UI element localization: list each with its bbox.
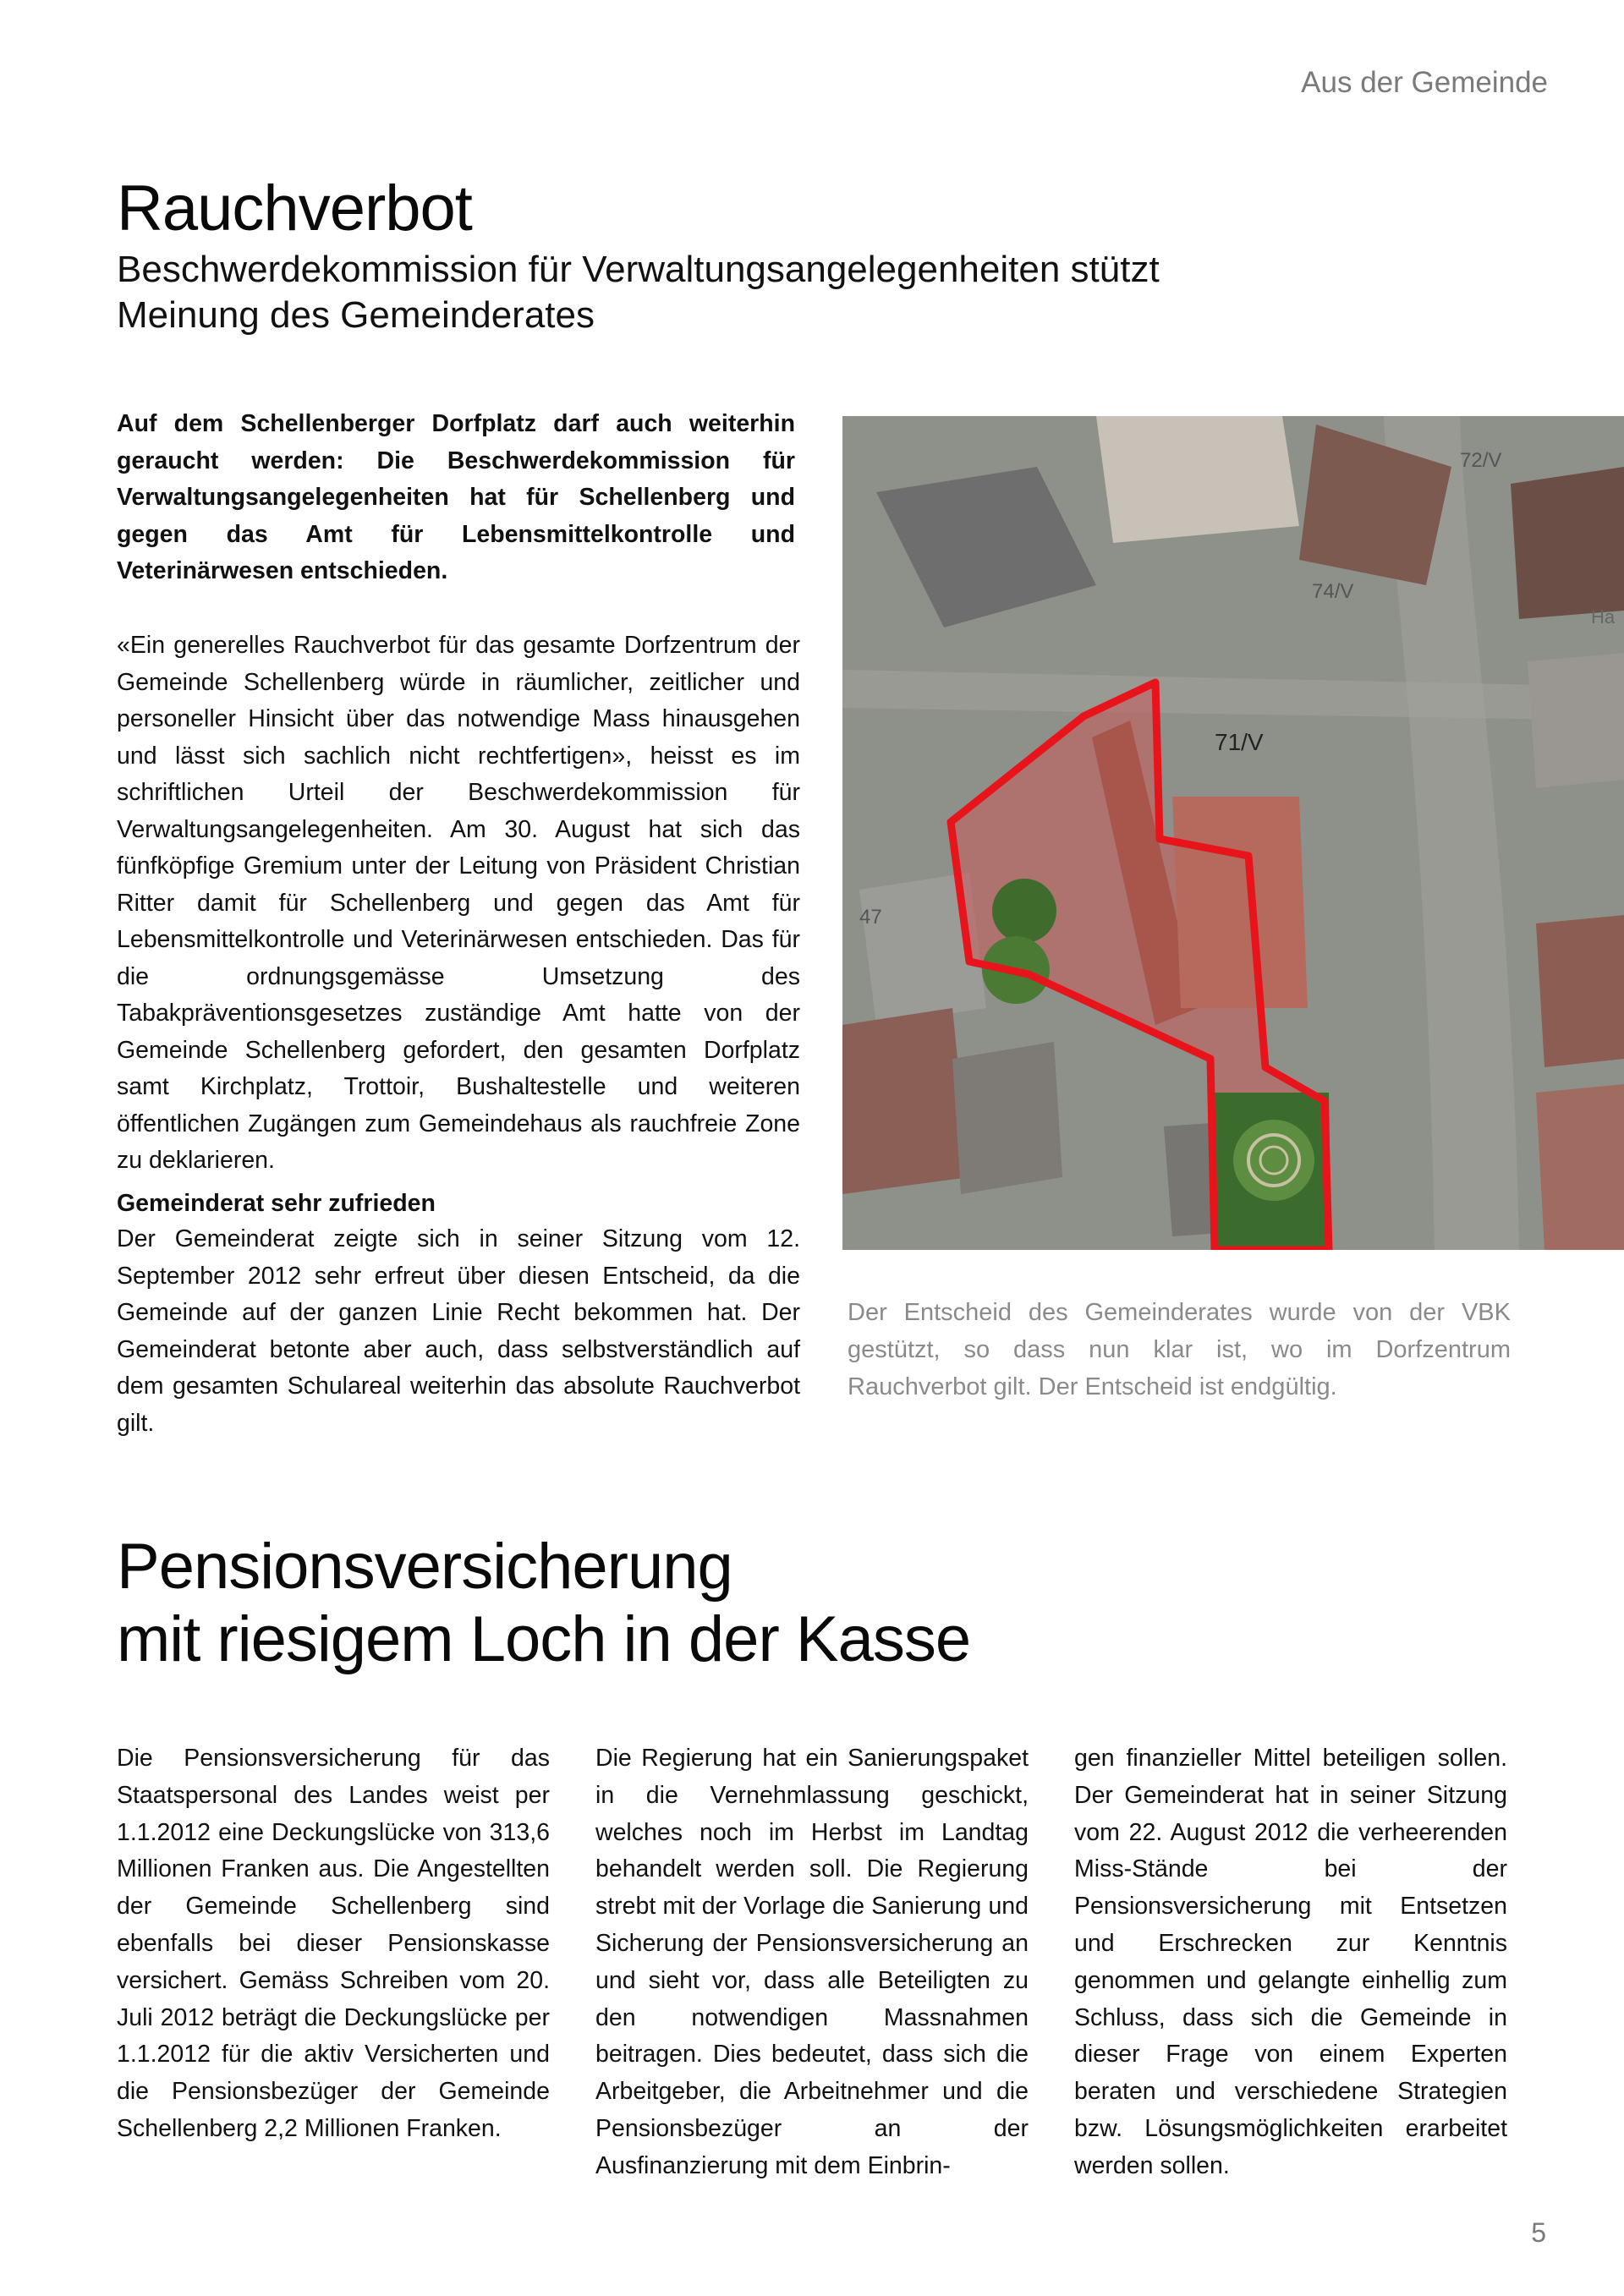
parcel-label: 71/V [1215,729,1264,755]
article2-title-line1: Pensionsversicherung [117,1531,732,1603]
body-paragraph-2: Der Gemeinderat zeigte sich in seiner Sitzung vom 12. September 2012 sehr erfreut über diesen Entscheid, da die Gemeinde auf der ganzen Linie Recht bekommen hat. Der Gemeinderat betonte aber auch, dass selbstverständlich auf dem gesamten Schulareal weiterhin das absolute Rauchverbot gilt. [117,1225,800,1437]
image-caption: Der Entscheid des Gemeinderates wurde von der VBK gestützt, so dass nun klar ist, wo im Dorfzentrum Rauchverbot gilt. Der Entscheid ist endgültig. [848,1299,1511,1400]
lead-paragraph: Auf dem Schellenberger Dorfplatz darf auch weiterhin geraucht werden: Die Beschwerdekommission für Verwaltungsangelegenheiten hat für Schellenberg und gegen das Amt für Lebensmittelkontrolle und Veterinärwesen entschieden. [117,410,795,584]
street-label: Ha [1591,606,1616,627]
article-subtitle: Beschwerdekommission für Verwaltungsangelegenheiten stützt Meinung des Gemeinderates [117,249,1160,336]
parcel-label-47: 47 [859,906,882,929]
column-1: Die Pensionsversicherung für das Staatspersonal des Landes weist per 1.1.2012 eine Deckungslücke von 313,6 Millionen Franken aus. Die Angestellten der Gemeinde Schellenberg sind ebenfalls bei dieser Pensionskasse versichert. Gemäss Schreiben vom 20. Juli 2012 beträgt die Deckungslücke per 1.1.2012 für die aktiv Versicherten und die Pensionsbezüger der Gemeinde Schellenberg 2,2 Millionen Franken. [117,1745,550,2142]
page-number: 5 [1531,2217,1546,2248]
article2-title-line2: mit riesigem Loch in der Kasse [117,1603,971,1675]
aerial-map [842,416,1624,1250]
column-2: Die Regierung hat ein Sanierungspaket in die Vernehmlassung geschickt, welches noch im Herbst im Landtag behandelt werden soll. Die Regierung strebt mit der Vorlage die Sanierung und Sicherung der Pensionsversicherung an und sieht vor, dass alle Beteiligten zu den notwendigen Massnahmen beitragen. Dies bedeutet, dass sich die Arbeitgeber, die Arbeitnehmer und die Pensionsbezüger an der Ausfinanzierung mit dem Einbrin- [595,1745,1029,2179]
parcel-label-74: 74/V [1312,580,1354,603]
column-3: gen finanzieller Mittel beteiligen sollen. Der Gemeinderat hat in seiner Sitzung vom 22. August 2012 die verheerenden Miss-Stände bei der Pensionsversicherung mit Entsetzen und Erschrecken zur Kenntnis genommen und gelangte einhellig zum Schluss, dass sich die Gemeinde in dieser Frage von einem Experten beraten und verschiedene Strategien bzw. Lösungsmöglichkeiten erarbeitet werden sollen. [1074,1745,1507,2179]
article-title: Rauchverbot [117,173,472,244]
parcel-label-72: 72/V [1460,449,1502,472]
body-paragraph: «Ein generelles Rauchverbot für das gesamte Dorfzentrum der Gemeinde Schellenberg würde in räumlicher, zeitlicher und personeller Hinsicht über das notwendige Mass hinausgehen und lässt sich sachlich nicht rechtfertigen», heisst es im schriftlichen Urteil der Beschwerdekommission für Verwaltungsangelegenheiten. Am 30. August hat sich das fünfköpfige Gremium unter der Leitung von Präsident Christian Ritter damit für Schellenberg und gegen das Amt für Lebensmittelkontrolle und Veterinärwesen entschieden. Das für die ordnungsgemässe Umsetzung des Tabakpräventionsgesetzes zuständige Amt hatte von der Gemeinde Schellenberg gefordert, den gesamten Dorfplatz samt Kirchplatz, Trottoir, Bushaltestelle und weiteren öffentlichen Zugängen zum Gemeindehaus als rauchfreie Zone zu deklarieren. [117,632,800,1174]
subheading: Gemeinderat sehr zufrieden [117,1190,436,1217]
article2-title [117,1531,970,1676]
section-label: Aus der Gemeinde [1301,66,1548,99]
